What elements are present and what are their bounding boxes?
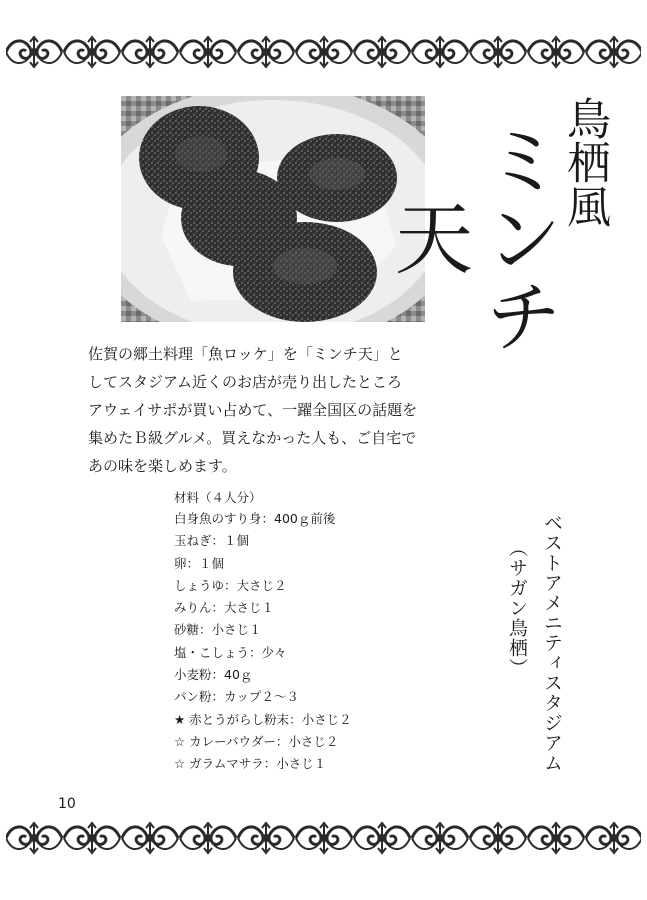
ingredient-item: 玉ねぎ：１個 <box>174 533 250 549</box>
intro-line: 佐賀の郷土料理「魚ロッケ」を「ミンチ天」と <box>88 345 403 363</box>
top-ornamental-border <box>6 30 641 74</box>
ingredient-item: ☆ ガラムマサラ：小さじ１ <box>174 756 327 772</box>
ingredient-item: 卵：１個 <box>174 555 225 571</box>
intro-text <box>88 340 458 480</box>
intro-line: してスタジアム近くのお店が売り出したところ <box>88 373 402 391</box>
ingredient-list <box>174 508 352 776</box>
ingredient-item: 砂糖：小さじ１ <box>174 622 262 638</box>
intro-line: あの味を楽しめます。 <box>88 457 237 475</box>
ingredient-item: みりん：大さじ１ <box>174 600 275 616</box>
intro-line: アウェイサポが買い占めて、一躍全国区の話題を <box>88 401 418 419</box>
page-number: 10 <box>58 796 76 812</box>
team-name: （サガン鳥栖） <box>506 538 528 678</box>
ingredient-item: ★ 赤とうがらし粉末：小さじ２ <box>174 711 352 727</box>
stadium-name: ベストアメニティスタジアム <box>541 513 563 773</box>
page-title: ミンチ天 <box>382 120 562 354</box>
ingredient-item: しょうゆ：大さじ２ <box>174 577 287 593</box>
ingredient-item: パン粉：カップ２～３ <box>174 689 299 705</box>
ingredient-item: 塩・こしょう：少々 <box>174 644 287 660</box>
ingredients-heading: 材料（４人分） <box>174 490 262 505</box>
ingredient-item: 白身魚のすり身：400ｇ前後 <box>174 511 336 526</box>
title-prefix: 鳥栖風 <box>559 96 610 228</box>
intro-line: 集めたＢ級グルメ。買えなかった人も、ご自宅で <box>88 429 417 447</box>
bottom-ornamental-border <box>6 816 641 860</box>
ingredient-item: 小麦粉：40ｇ <box>174 667 253 683</box>
ingredient-item: ☆ カレーパウダー：小さじ２ <box>174 733 339 749</box>
minchi-ten-photo <box>121 96 425 322</box>
